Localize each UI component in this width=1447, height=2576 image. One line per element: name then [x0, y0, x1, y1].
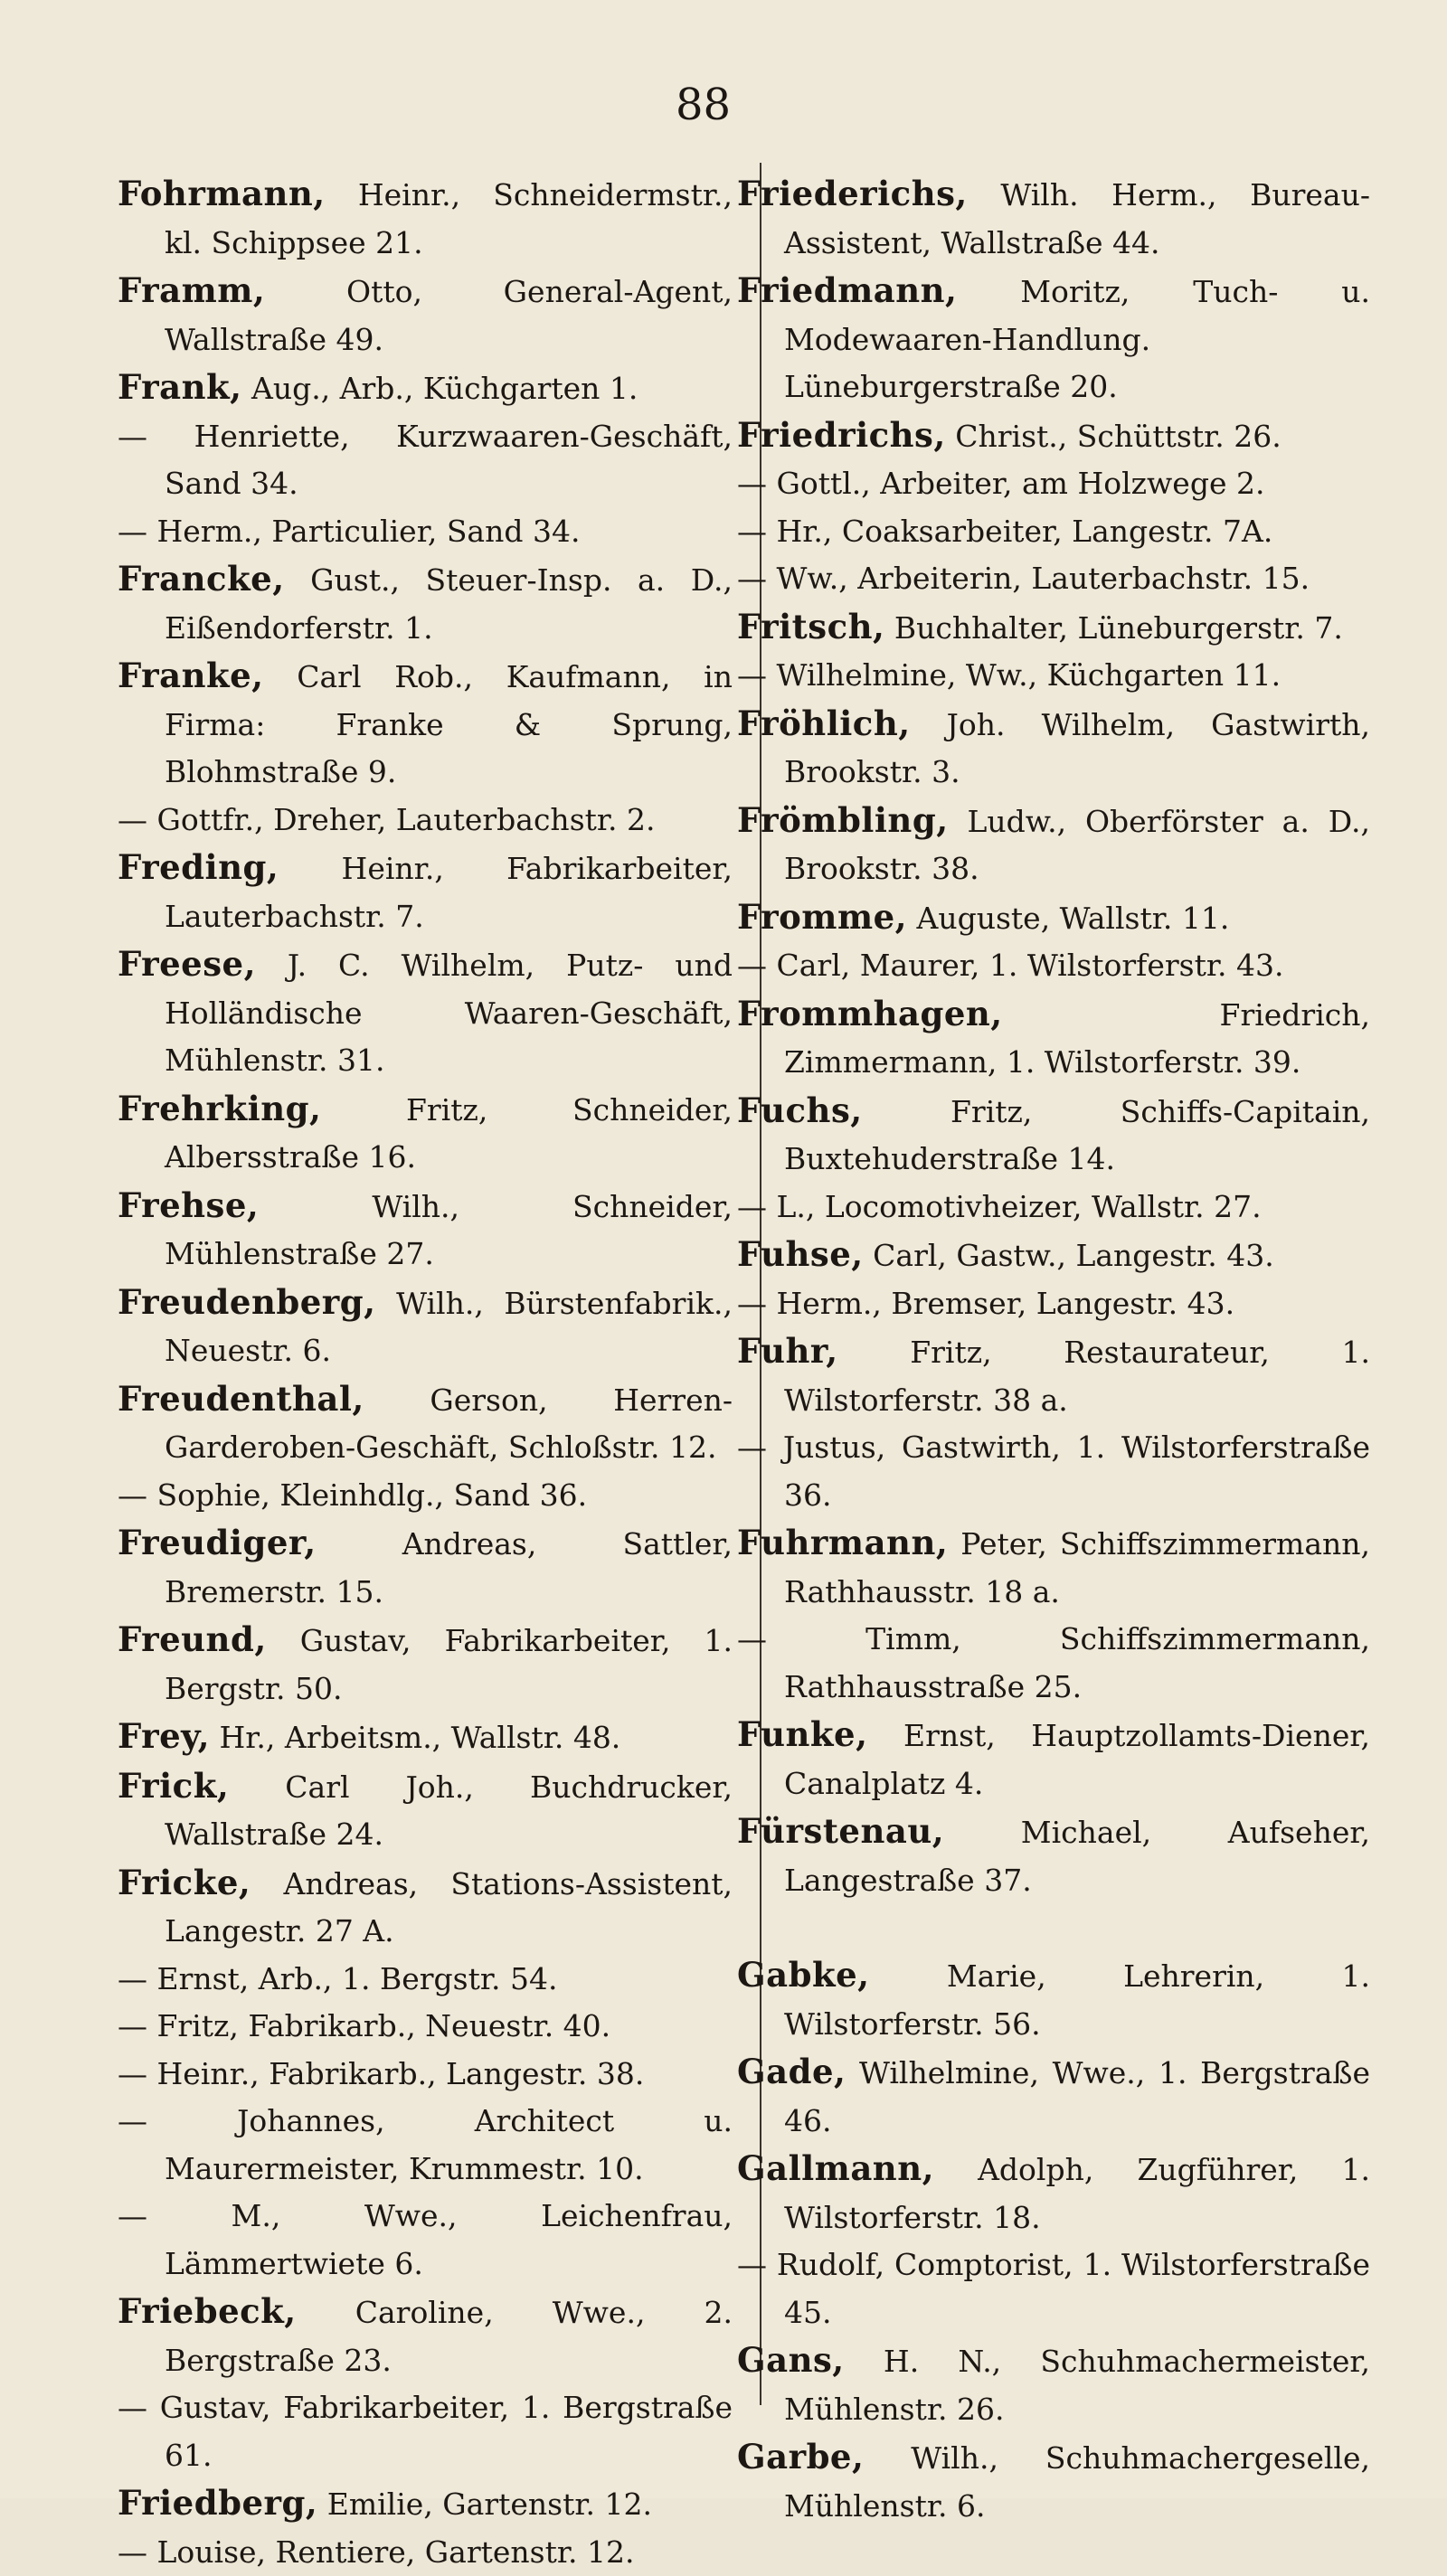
directory-entry [737, 1184, 1370, 1231]
entry-details: — Hr., Coaksarbeiter, Langestr. 7A. [737, 514, 1272, 549]
directory-entry [737, 2048, 1370, 2145]
entry-details: — Henriette, Kurzwaaren-Geschäft, Sand 34. [118, 419, 733, 502]
entry-details: — Rudolf, Comptorist, 1. Wilstorferstraße 45. [737, 2247, 1370, 2330]
entry-details: Peter, Schiffszimmermann, Rathhausstr. 18 a. [784, 1526, 1370, 1609]
directory-entry [118, 1519, 733, 1616]
entry-details: Christ., Schüttstr. 26. [946, 419, 1281, 454]
entry-details: Wilh., Bürstenfabrik., Neuestr. 6. [165, 1286, 733, 1369]
entry-details: — Herm., Particulier, Sand 34. [118, 514, 580, 549]
directory-entry [118, 2051, 733, 2099]
entry-surname: Gans, [737, 2340, 845, 2380]
directory-entry [737, 1280, 1370, 1328]
entry-details: Aug., Arb., Küchgarten 1. [242, 371, 638, 406]
entry-surname: Fricke, [118, 1863, 251, 1902]
entry-details: — Justus, Gastwirth, 1. Wilstorferstraße 36. [737, 1430, 1370, 1513]
entry-surname: Frick, [118, 1766, 229, 1806]
entry-surname: Gallmann, [737, 2148, 934, 2188]
directory-entry [737, 1807, 1370, 1904]
entry-surname: Funke, [737, 1714, 867, 1754]
directory-entry [118, 2529, 733, 2576]
directory-entry [737, 1616, 1370, 1711]
directory-entry [118, 797, 733, 845]
entry-details: Fritz, Schneider, Albersstraße 16. [165, 1092, 733, 1175]
directory-entry [118, 1956, 733, 2004]
directory-entry [737, 1231, 1370, 1280]
entry-surname: Fohrmann, [118, 174, 326, 213]
entry-details: Ernst, Hauptzollamts-Diener, Canalplatz 4. [784, 1718, 1370, 1801]
entry-surname: Frehrking, [118, 1089, 321, 1128]
directory-entry [737, 797, 1370, 893]
entry-details: Wilh. Herm., Bureau-Assistent, Wallstraße 44. [784, 177, 1370, 260]
entry-surname: Gabke, [737, 1955, 870, 1995]
directory-entry [118, 1472, 733, 1520]
directory-entry [737, 170, 1370, 267]
entry-surname: Garbe, [737, 2437, 864, 2477]
entry-surname: Fuchs, [737, 1090, 863, 1130]
entry-surname: Friebeck, [118, 2291, 297, 2331]
entry-surname: Franke, [118, 656, 264, 695]
directory-entry [737, 508, 1370, 556]
entry-surname: Fuhse, [737, 1234, 864, 1274]
directory-entry [118, 1713, 733, 1762]
directory-entry [737, 2433, 1370, 2530]
entry-details: Marie, Lehrerin, 1. Wilstorferstr. 56. [784, 1958, 1370, 2042]
entry-details: Hr., Arbeitsm., Wallstr. 48. [210, 1720, 620, 1755]
directory-entry [118, 2098, 733, 2193]
entry-details: — Gottl., Arbeiter, am Holzwege 2. [737, 466, 1264, 501]
entry-details: — Johannes, Architect u. Maurermeister, Krummestr. 10. [118, 2103, 733, 2186]
directory-entry [737, 2145, 1370, 2241]
entry-details: Michael, Aufseher, Langestraße 37. [784, 1815, 1370, 1898]
directory-entry [737, 893, 1370, 943]
directory-entry [737, 411, 1370, 461]
directory-entry [737, 1711, 1370, 1807]
directory-entry [118, 267, 733, 363]
entry-details: — Ernst, Arb., 1. Bergstr. 54. [118, 1961, 557, 1996]
entry-surname: Fuhr, [737, 1331, 838, 1371]
directory-entry [737, 555, 1370, 603]
entry-surname: Gade, [737, 2052, 846, 2091]
directory-entry [118, 170, 733, 267]
entry-details: Heinr., Fabrikarbeiter, Lauterbachstr. 7. [165, 851, 733, 934]
right-column [737, 170, 1370, 2530]
entry-surname: Friederichs, [737, 174, 968, 213]
entry-details: Emilie, Gartenstr. 12. [317, 2486, 652, 2522]
directory-entry [737, 267, 1370, 411]
entry-details: Buchhalter, Lüneburgerstr. 7. [884, 610, 1342, 646]
entry-details: Joh. Wilhelm, Gastwirth, Brookstr. 3. [784, 707, 1370, 790]
directory-entry [118, 1279, 733, 1375]
directory-entry [118, 2384, 733, 2479]
directory-entry [118, 2193, 733, 2288]
directory-entry [737, 1327, 1370, 1424]
entry-surname: Friedmann, [737, 270, 957, 310]
entry-surname: Freudenberg, [118, 1282, 376, 1322]
entry-details: Heinr., Schneidermstr., kl. Schippsee 21. [165, 177, 733, 260]
entry-details: — Timm, Schiffszimmermann, Rathhausstraße 25. [737, 1621, 1370, 1704]
entry-details: J. C. Wilhelm, Putz- und Holländische Waaren-Geschäft, Mühlenstr. 31. [165, 948, 733, 1078]
directory-entry [737, 1519, 1370, 1616]
entry-surname: Fromme, [737, 897, 907, 937]
entry-details: — Gustav, Fabrikarbeiter, 1. Bergstraße 61. [118, 2390, 733, 2473]
entry-surname: Freding, [118, 847, 279, 887]
directory-entry [737, 460, 1370, 508]
entry-details: Fritz, Schiffs-Capitain, Buxtehuderstraße 14. [784, 1094, 1370, 1177]
entry-details: Wilhelmine, Wwe., 1. Bergstraße 46. [784, 2055, 1370, 2138]
directory-entry [737, 1087, 1370, 1184]
entry-details: H. N., Schuhmachermeister, Mühlenstr. 26. [784, 2344, 1370, 2427]
directory-entry [737, 990, 1370, 1087]
entry-surname: Frommhagen, [737, 994, 1003, 1033]
directory-entry [118, 1616, 733, 1713]
entry-details: — Louise, Rentiere, Gartenstr. 12. [118, 2534, 634, 2570]
entry-details: — Heinr., Fabrikarb., Langestr. 38. [118, 2056, 644, 2091]
entry-surname: Fröhlich, [737, 703, 911, 743]
entry-details: — L., Locomotivheizer, Wallstr. 27. [737, 1189, 1262, 1224]
entry-details: Wilh., Schuhmachergeselle, Mühlenstr. 6. [784, 2440, 1370, 2524]
entry-details: Carl Rob., Kaufmann, in Firma: Franke & Sprung, Blohmstraße 9. [165, 659, 733, 789]
entry-surname: Freese, [118, 944, 256, 984]
directory-entry [118, 413, 733, 508]
entry-details: — Fritz, Fabrikarb., Neuestr. 40. [118, 2008, 610, 2043]
entry-surname: Fürstenau, [737, 1811, 944, 1851]
entry-surname: Freudenthal, [118, 1379, 364, 1419]
entry-details: Andreas, Sattler, Bremerstr. 15. [165, 1526, 733, 1609]
section-gap [737, 1904, 1370, 1951]
directory-entry [737, 2241, 1370, 2336]
entry-details: — Ww., Arbeiterin, Lauterbachstr. 15. [737, 561, 1310, 596]
directory-entry [118, 1375, 733, 1472]
page-number: 88 [0, 80, 1406, 130]
entry-details: — Gottfr., Dreher, Lauterbachstr. 2. [118, 802, 656, 837]
entry-details: — Herm., Bremser, Langestr. 43. [737, 1286, 1234, 1321]
entry-surname: Freudiger, [118, 1523, 317, 1562]
entry-details: Otto, General-Agent, Wallstraße 49. [165, 274, 733, 357]
directory-entry [737, 700, 1370, 797]
directory-entry [118, 555, 733, 652]
directory-entry [118, 2479, 733, 2529]
entry-details: Carl Joh., Buchdrucker, Wallstraße 24. [165, 1769, 733, 1853]
directory-entry [118, 1762, 733, 1859]
entry-details: Moritz, Tuch- u. Modewaaren-Handlung. Lüneburgerstraße 20. [784, 274, 1370, 404]
entry-surname: Frank, [118, 367, 242, 407]
entry-details: — M., Wwe., Leichenfrau, Lämmertwiete 6. [118, 2198, 733, 2281]
directory-entry [118, 1859, 733, 1956]
entry-details: Fritz, Restaurateur, 1. Wilstorferstr. 38 a. [784, 1335, 1370, 1418]
entry-details: — Sophie, Kleinhdlg., Sand 36. [118, 1477, 587, 1513]
directory-entry [118, 652, 733, 797]
directory-entry [118, 2003, 733, 2051]
entry-details: Adolph, Zugführer, 1. Wilstorferstr. 18. [784, 2152, 1370, 2235]
entry-surname: Freund, [118, 1619, 267, 1659]
right-column-f-section [737, 170, 1370, 1904]
entry-details: Caroline, Wwe., 2. Bergstraße 23. [165, 2295, 733, 2378]
entry-details: Gust., Steuer-Insp. a. D., Eißendorferstr. 1. [165, 562, 733, 646]
left-column [118, 170, 733, 2576]
directory-entry [118, 363, 733, 413]
entry-details: — Carl, Maurer, 1. Wilstorferstr. 43. [737, 948, 1283, 983]
directory-entry [737, 1424, 1370, 1519]
entry-details: Gustav, Fabrikarbeiter, 1. Bergstr. 50. [165, 1623, 733, 1706]
directory-entry [118, 940, 733, 1085]
directory-entry [737, 1951, 1370, 2048]
directory-entry [118, 2288, 733, 2384]
directory-entry [118, 1182, 733, 1279]
directory-entry [737, 603, 1370, 653]
directory-entry [737, 942, 1370, 990]
entry-surname: Frey, [118, 1716, 210, 1756]
entry-surname: Fritsch, [737, 607, 884, 646]
entry-details: Ludw., Oberförster a. D., Brookstr. 38. [784, 804, 1370, 887]
entry-details: Auguste, Wallstr. 11. [907, 901, 1229, 936]
entry-surname: Friedrichs, [737, 415, 946, 455]
entry-details: Carl, Gastw., Langestr. 43. [864, 1238, 1274, 1273]
directory-entry [737, 2336, 1370, 2433]
entry-details: Wilh., Schneider, Mühlenstraße 27. [165, 1189, 733, 1272]
entry-details: Gerson, Herren-Garderoben-Geschäft, Schloßstr. 12. [165, 1382, 733, 1466]
directory-entry [118, 508, 733, 556]
entry-surname: Frömbling, [737, 800, 949, 840]
entry-details: Friedrich, Zimmermann, 1. Wilstorferstr. 39. [784, 997, 1370, 1080]
directory-entry [118, 844, 733, 940]
entry-surname: Fuhrmann, [737, 1523, 948, 1562]
entry-surname: Frehse, [118, 1185, 259, 1225]
entry-surname: Francke, [118, 559, 285, 599]
directory-entry [118, 1085, 733, 1182]
entry-surname: Friedberg, [118, 2483, 317, 2523]
entry-surname: Framm, [118, 270, 265, 310]
right-column-g-section [737, 1951, 1370, 2530]
directory-entry [737, 652, 1370, 700]
entry-details: — Wilhelmine, Ww., Küchgarten 11. [737, 657, 1281, 693]
entry-details: Andreas, Stations-Assistent, Langestr. 27 A. [165, 1866, 733, 1949]
